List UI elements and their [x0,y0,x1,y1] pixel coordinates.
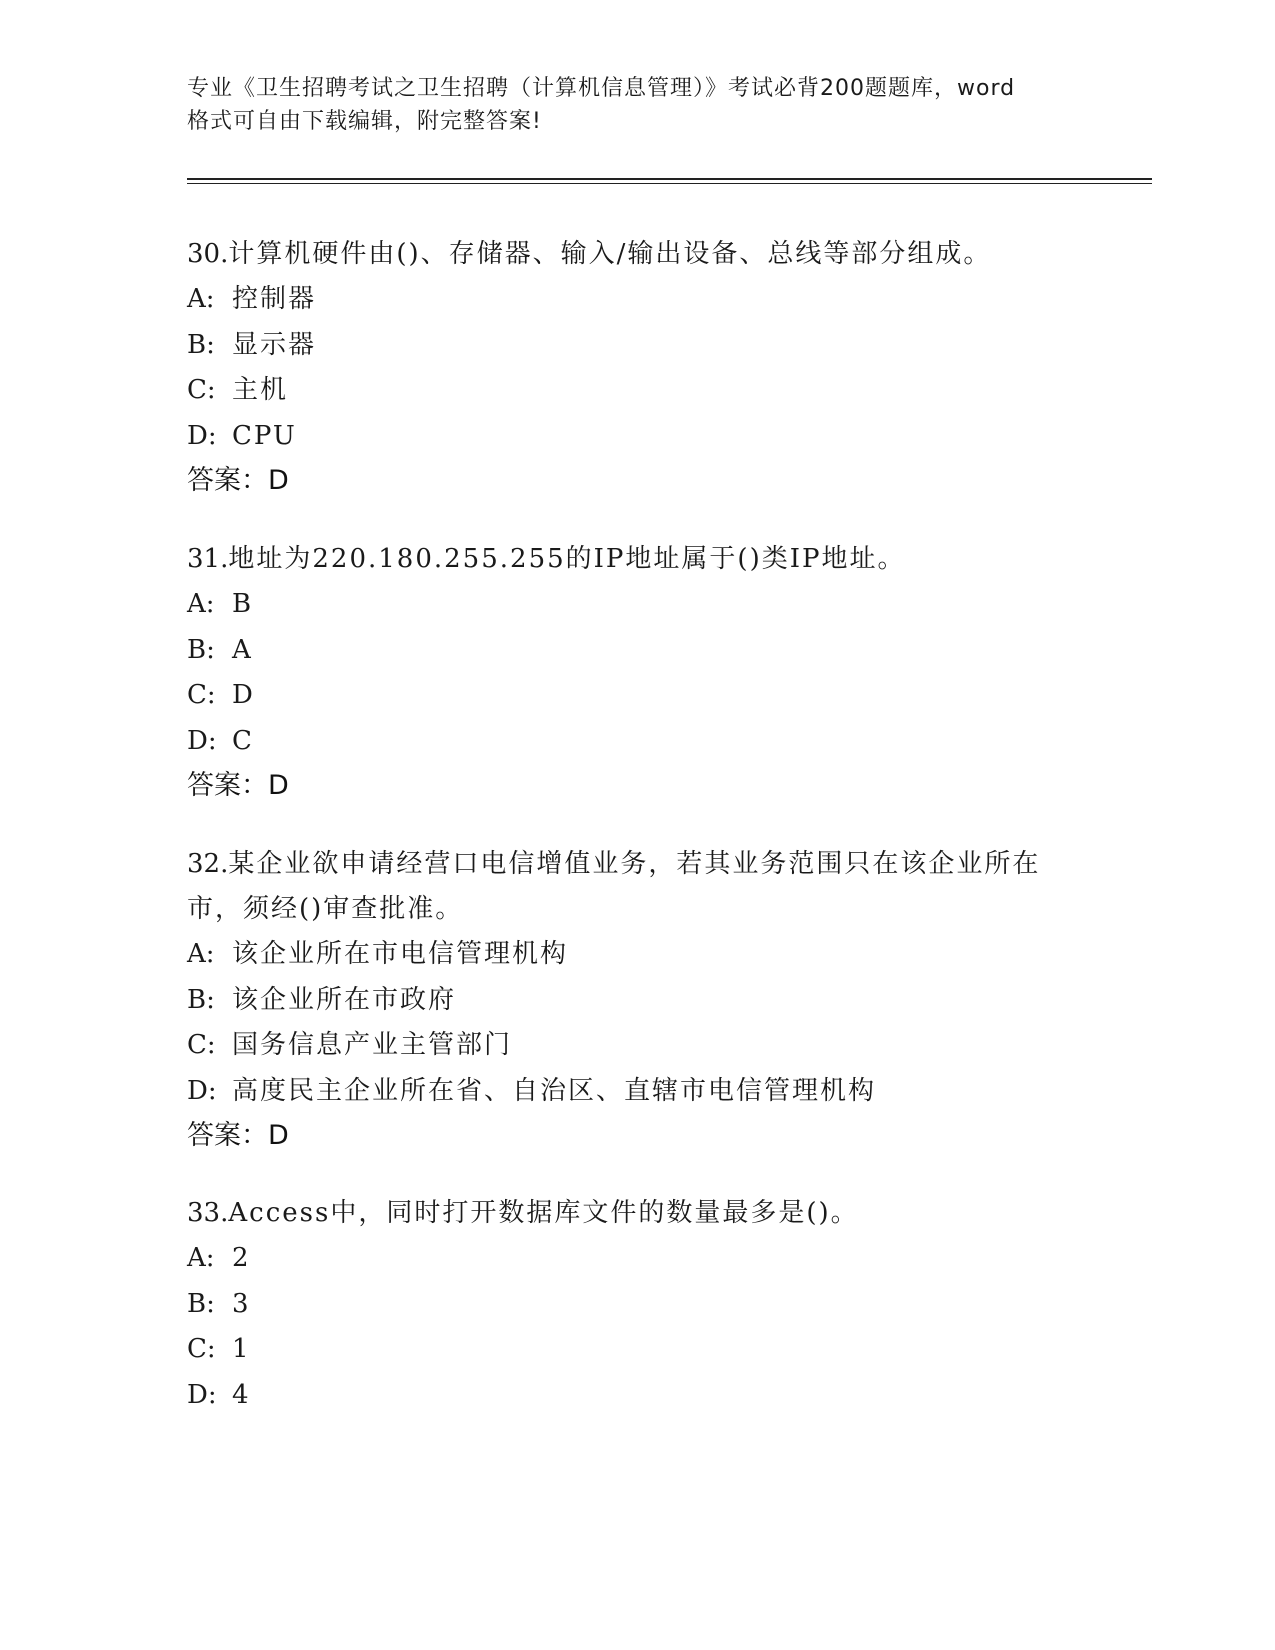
answer-line: 答案：D [187,1120,289,1151]
option-text: 该企业所在市电信管理机构 [232,939,569,969]
option-a [187,582,1087,628]
question-stem [187,537,1087,582]
option-text: 主机 [232,375,289,405]
question-text: Access中，同时打开数据库文件的数量最多是()。 [228,1198,859,1228]
option-c [187,1023,1087,1069]
option-d [187,1373,1087,1419]
option-letter: D: [187,420,217,451]
question-text: 地址为220.180.255.255的IP地址属于()类IP地址。 [228,544,906,574]
option-b [187,1282,1087,1328]
question-number: 31. [187,544,229,574]
question-number: 30. [187,239,229,269]
question-31 [187,537,1087,808]
option-text: 显示器 [232,329,317,360]
option-text: 控制器 [232,284,317,314]
option-text: 1 [232,1334,251,1364]
option-letter: C: [187,375,216,405]
option-c [187,673,1087,719]
question-text-line-2: 市，须经()审查批准。 [187,894,464,924]
option-text: D [232,680,255,710]
header-line-1: 专业《卫生招聘考试之卫生招聘（计算机信息管理）》考试必背200题题库，word [187,76,1016,101]
option-letter: A: [187,1243,215,1273]
option-text: 2 [232,1243,251,1273]
option-letter: C: [187,1334,216,1364]
question-33 [187,1191,1087,1418]
header-divider-thin [187,183,1152,184]
option-letter: D: [187,1075,217,1106]
option-letter: C: [187,680,216,710]
question-number: 33. [187,1198,229,1228]
option-letter: A: [187,284,215,314]
option-text: 4 [232,1379,251,1410]
option-letter: D: [187,725,217,756]
option-a [187,1236,1087,1282]
option-c [187,1327,1087,1373]
option-letter: A: [187,589,215,619]
question-text-line-1: 某企业欲申请经营口电信增值业务，若其业务范围只在该企业所在 [228,849,1041,879]
option-text: 国务信息产业主管部门 [232,1030,513,1060]
question-stem [187,842,1087,932]
option-d [187,1069,1087,1115]
question-stem [187,1191,1087,1236]
option-d [187,414,1087,460]
option-text: 高度民主企业所在省、自治区、直辖市电信管理机构 [232,1075,877,1106]
option-text: C [232,725,254,756]
option-letter: B: [187,329,215,360]
option-b [187,323,1087,369]
question-32 [187,842,1087,1158]
question-text: 计算机硬件由()、存储器、输入/输出设备、总线等部分组成。 [228,239,992,269]
option-text: 3 [232,1288,251,1319]
option-a [187,277,1087,323]
option-letter: D: [187,1379,217,1410]
option-text: 该企业所在市政府 [232,984,457,1015]
answer-line: 答案：D [187,770,289,801]
option-b [187,628,1087,674]
question-stem [187,232,1087,277]
answer-line: 答案：D [187,465,289,496]
document-header [187,72,1087,138]
option-d [187,719,1087,765]
option-letter: B: [187,1288,215,1319]
option-a [187,932,1087,978]
option-letter: B: [187,984,215,1015]
question-30 [187,232,1087,503]
header-divider-thick [187,178,1152,180]
option-letter: C: [187,1030,216,1060]
question-number: 32. [187,849,229,879]
option-letter: B: [187,634,215,665]
option-text: CPU [232,420,297,451]
header-line-2: 格式可自由下载编辑，附完整答案! [187,109,542,134]
option-letter: A: [187,939,215,969]
option-text: B [232,589,254,619]
option-text: A [232,634,253,665]
option-c [187,368,1087,414]
option-b [187,978,1087,1024]
